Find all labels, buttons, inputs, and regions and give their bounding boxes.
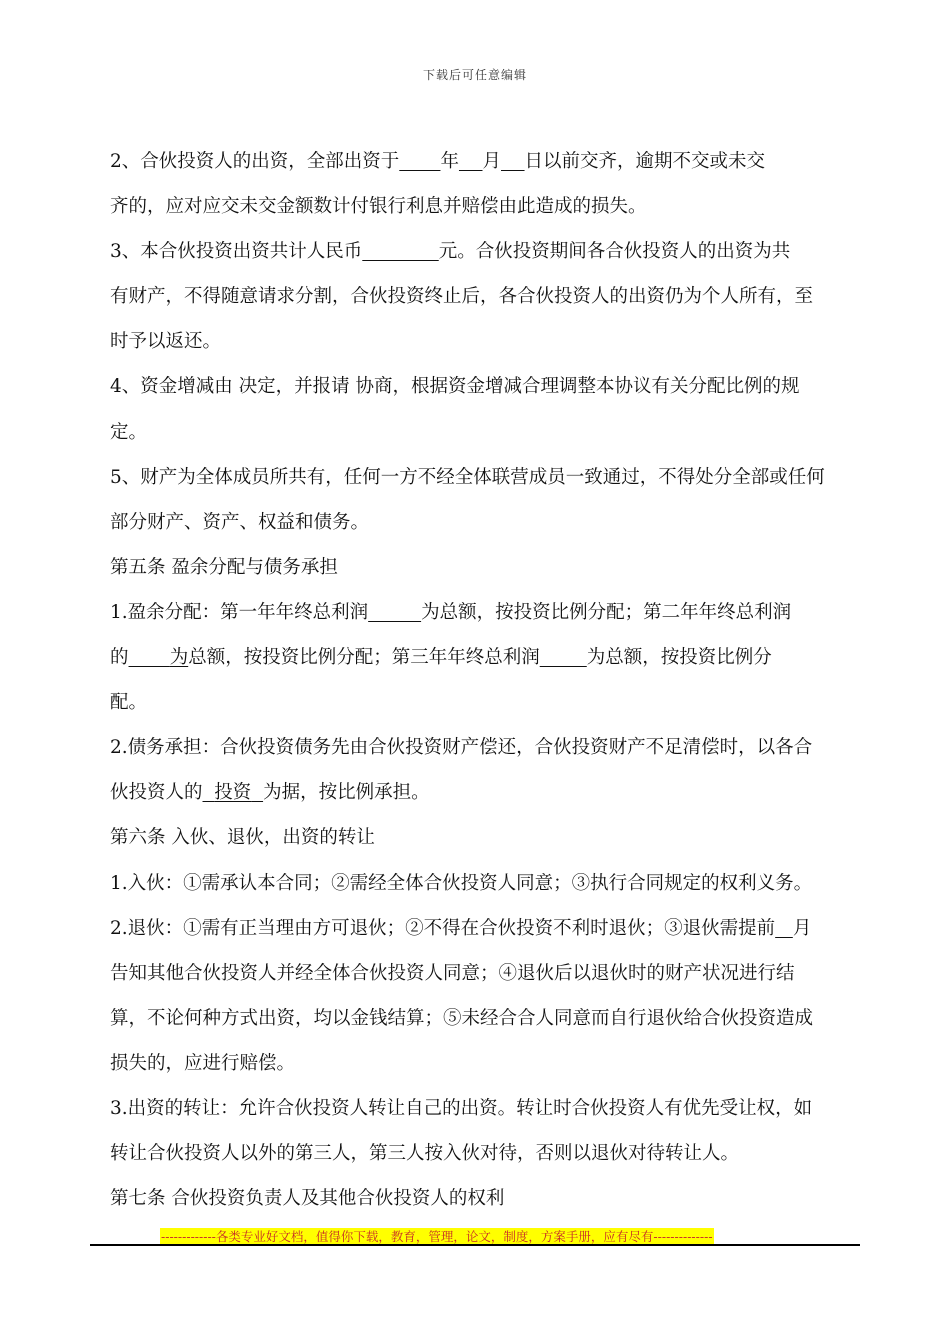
blank-profit-year3 <box>540 647 587 668</box>
page-header: 下载后可任意编辑 <box>422 68 527 82</box>
paragraph-line <box>110 229 855 274</box>
blank-month <box>459 151 483 172</box>
text: 2.退伙：①需有正当理由方可退伙；②不得在合伙投资不利时退伙；③退伙需提前 <box>110 917 776 939</box>
blank-profit-year1 <box>368 602 421 623</box>
paragraph-line <box>110 906 855 951</box>
text: 2、合伙投资人的出资，全部出资于 <box>110 151 400 172</box>
text: 1.盈余分配：第一年年终总利润 <box>110 601 369 623</box>
blank-months <box>775 918 793 939</box>
paragraph-line <box>110 139 855 184</box>
paragraph-line: 1.入伙：①需承认本合同；②需经全体合伙投资人同意；③执行合同规定的权利义务。 <box>110 872 813 894</box>
footer-divider <box>90 1244 860 1246</box>
paragraph-line: 3.出资的转让：允许合伙投资人转让自己的出资。转让时合伙投资人有优先受让权，如 <box>110 1097 813 1119</box>
paragraph-line: 配。 <box>110 692 148 714</box>
text: 月 <box>792 917 812 939</box>
paragraph-line: 损失的，应进行赔偿。 <box>110 1052 296 1074</box>
footer-banner: -------------各类专业好文档，值得你下载，教育，管理，论文，制度，方案手册，应有尽有-------------- <box>161 1229 713 1244</box>
text: 总额，按投资比例分配；第三年年终总利润 <box>188 647 540 669</box>
paragraph-line: 部分财产、资产、权益和债务。 <box>110 511 370 533</box>
blank-amount <box>362 241 438 262</box>
blank-year <box>399 151 440 172</box>
paragraph-line: 4、资金增减由 决定，并报请 协商，根据资金增减合理调整本协议有关分配比例的规 <box>110 376 800 398</box>
paragraph-line: 齐的，应对应交未交金额数计付银行利息并赔偿由此造成的损失。 <box>110 196 647 218</box>
text: 年 <box>440 151 459 172</box>
paragraph-line: 有财产，不得随意请求分割，合伙投资终止后，各合伙投资人的出资仍为个人所有，至 <box>110 286 814 308</box>
paragraph-line <box>110 590 855 635</box>
paragraph-line: 算，不论何种方式出资，均以金钱结算；⑤未经合合人同意而自行退伙给合伙投资造成 <box>110 1007 814 1029</box>
paragraph-line <box>110 635 855 680</box>
paragraph-line: 5、财产为全体成员所共有，任何一方不经全体联营成员一致通过，不得处分全部或任何 <box>110 466 825 488</box>
paragraph-line: 定。 <box>110 421 148 443</box>
document-body <box>110 139 855 1221</box>
text: 为总额，按投资比例分 <box>586 647 772 669</box>
underlined-investment: 投资 <box>214 782 252 804</box>
paragraph-line: 转让合伙投资人以外的第三人，第三人按入伙对待，否则以退伙对待转让人。 <box>110 1143 740 1165</box>
blank-day <box>501 151 525 172</box>
section-heading: 第六条 入伙、退伙，出资的转让 <box>110 827 375 849</box>
paragraph-line: 时予以返还。 <box>110 331 222 353</box>
paragraph-line: 2.债务承担：合伙投资债务先由合伙投资财产偿还，合伙投资财产不足清偿时，以各合 <box>110 737 813 759</box>
blank-profit-year2: 为 <box>169 647 189 669</box>
section-heading: 第七条 合伙投资负责人及其他合伙投资人的权利 <box>110 1188 505 1210</box>
paragraph-line <box>110 770 855 815</box>
text: 日以前交齐，逾期不交或未交 <box>524 151 766 172</box>
paragraph-line: 告知其他合伙投资人并经全体合伙投资人同意；④退伙后以退伙时的财产状况进行结 <box>110 962 795 984</box>
text: 3、本合伙投资出资共计人民币 <box>110 241 363 263</box>
text: 月 <box>482 151 502 172</box>
text: 元。合伙投资期间各合伙投资人的出资为共 <box>438 241 791 263</box>
text: 伙投资人的 <box>110 782 203 804</box>
text: 为据，按比例承担。 <box>263 782 430 804</box>
section-heading: 第五条 盈余分配与债务承担 <box>110 556 338 578</box>
text: 为总额，按投资比例分配；第二年年终总利润 <box>421 601 792 623</box>
text: 的 <box>110 647 129 669</box>
